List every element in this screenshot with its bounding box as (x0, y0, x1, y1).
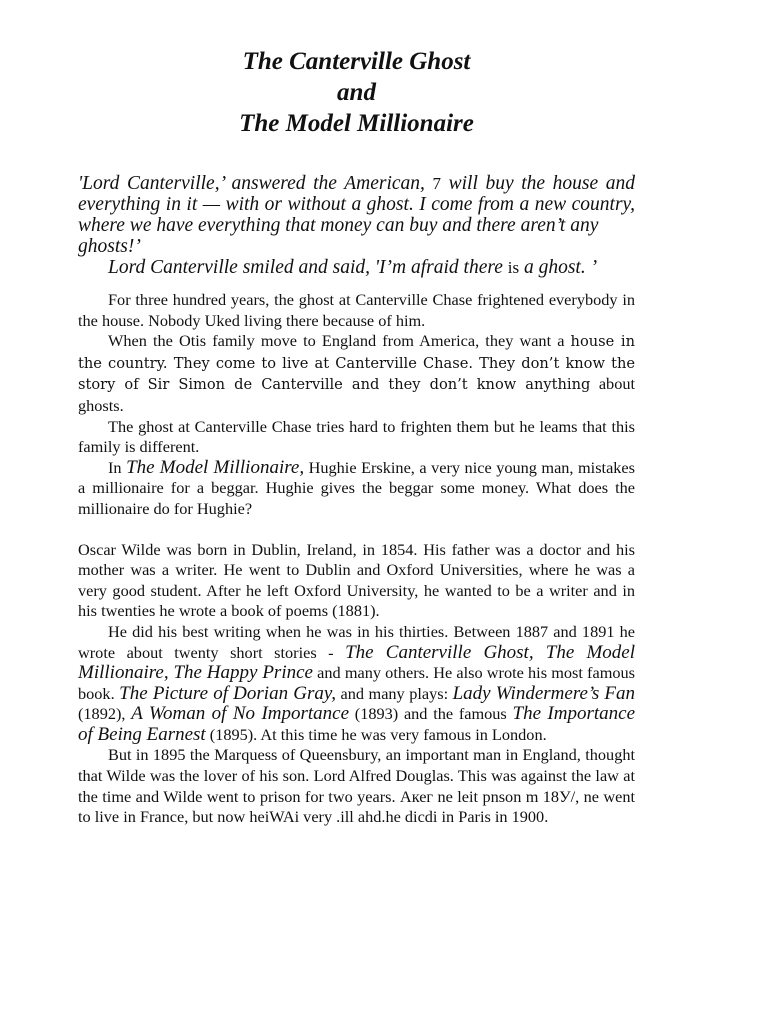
intro-text: is (507, 258, 520, 277)
author-biography (78, 540, 635, 828)
intro-text: 7 (432, 174, 442, 193)
bio-paragraph-3: But in 1895 the Marquess of Queensbury, an important man in England, thought that Wilde was the lover of his son. Lord Alfred Douglas. This was against the law at the time and Wilde went to prison for two years. Акег ne leit pnson m 18У/, ne went to live in France, but now heiWAi very .ill ahd.he dicdi in Paris in 1900. (78, 745, 635, 827)
intro-text: a ghost. ’ (519, 257, 598, 278)
book-title-reference: The Model Millionaire, (126, 456, 305, 478)
bio-paragraph-2 (78, 622, 635, 746)
intro-paragraph-1 (78, 173, 635, 257)
intro-paragraph-2 (78, 257, 635, 278)
intro-text: 'Lord Canterville,’ answered the American, (78, 173, 433, 194)
summary-text: house in the country. They come to live at Canterville Chase. They don’t know the story of Sir Simon de Canterville and they don’t know anything (78, 333, 635, 394)
bio-text: (1893) and the famous (349, 704, 513, 724)
book-title-reference: The Canterville Ghost, The Model Millionaire, The Happy Prince (78, 641, 636, 684)
intro-text: will buy the house and everything in it — with or without a ghost. I come from a new country, where we have everything that money can buy and there aren’t any (78, 173, 636, 236)
intro-text: Lord Canterville smiled and said, 'I’m afraid there (108, 257, 508, 278)
summary-text: In (108, 457, 127, 477)
book-title-reference: The Picture of Dorian Gray, (119, 682, 337, 704)
book-title (78, 46, 635, 139)
summary-text: Hughie Erskine, a very nice young man, mistakes a millionaire for a beggar. Hughie gives the beggar some money. What does the millionaire do for Hughie? (78, 457, 635, 518)
bio-text: He did his best writing when he was in his thirties. Between 1887 and 1891 he wrote about twenty short stories - (78, 621, 635, 662)
summary-paragraph-2 (78, 331, 635, 416)
title-line-3: The Model Millionaire (239, 110, 474, 137)
bio-paragraph-1: Oscar Wilde was born in Dublin, Ireland, in 1854. His father was a doctor and his mother was a writer. He went to Dublin and Oxford Universities, where he was a very good student. After he left Oxford University, he wanted to be a writer and in his twenties he wrote a book of poems (1881). (78, 539, 635, 621)
document-page (78, 46, 635, 828)
bio-text: and many others. He also wrote his most famous book. (78, 663, 635, 703)
book-title-reference: The Importance of Being Earnest (78, 703, 636, 745)
story-summary (78, 290, 635, 520)
summary-paragraph-4 (78, 458, 635, 520)
book-title-reference: A Woman of No Importance (131, 703, 350, 725)
bio-text: (1895). At this time he was very famous in London. (205, 724, 547, 744)
bio-text: and many plays: (336, 683, 453, 703)
book-title-reference: Lady Windermere’s Fan (452, 682, 635, 704)
title-line-2: and (337, 79, 376, 106)
bio-text: (1892), (78, 704, 132, 724)
summary-text: When the Otis family move to England from America, they want a (108, 331, 571, 351)
summary-paragraph-1: For three hundred years, the ghost at Canterville Chase frightened everybody in the house. Nobody Uked living there because of him. (78, 290, 635, 330)
summary-text: about ghosts. (78, 374, 635, 415)
title-line-1: The Canterville Ghost (242, 48, 471, 75)
intro-text: ghosts!’ (78, 236, 141, 257)
summary-paragraph-3: The ghost at Canterville Chase tries hard to frighten them but he leams that this family is different. (78, 416, 635, 457)
intro-quote (78, 173, 635, 278)
